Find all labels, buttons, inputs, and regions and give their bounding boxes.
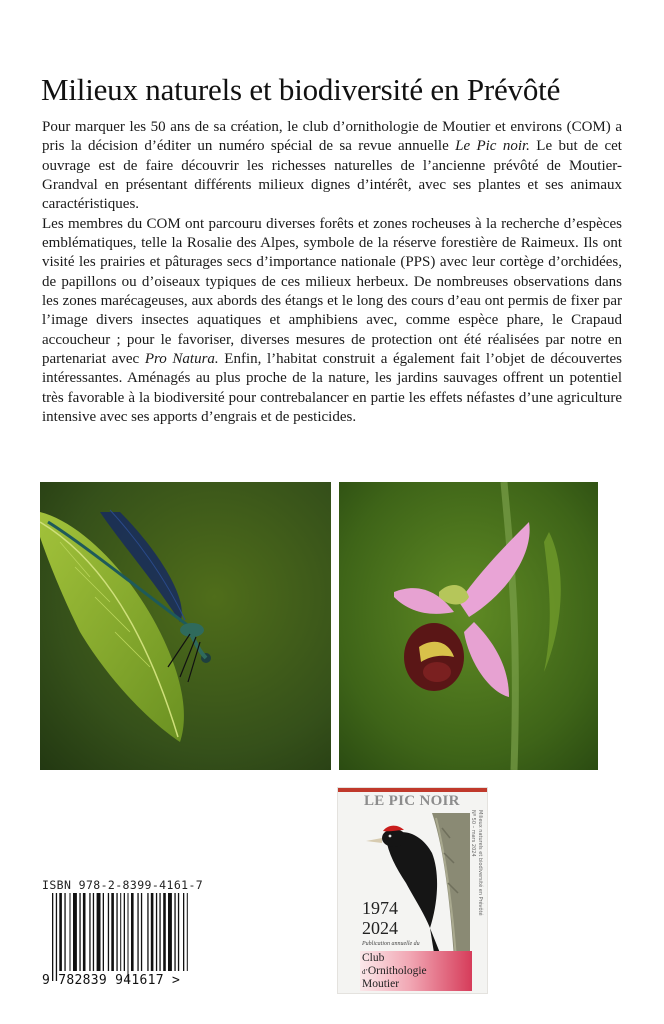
barcode-bar [52,893,53,981]
page-title: Milieux naturels et biodiversité en Prévôté [41,72,561,107]
barcode-bar [103,893,104,971]
publication-line: Publication annuelle du [362,941,420,947]
barcode-bar [64,893,65,971]
barcode-bar [163,893,166,971]
barcode-bar [111,893,114,971]
barcode-bar [97,893,101,971]
barcode-bar [168,893,172,971]
barcode-bar [120,893,121,971]
magazine-title: LE PIC NOIR [364,793,460,809]
barcode-bar [141,893,142,971]
barcode-bar [137,893,138,971]
barcode-bar [79,893,80,971]
barcode-bar [83,893,86,971]
year-end: 2024 [362,918,398,938]
magazine-cover [338,788,487,993]
cover-accent-bar [338,788,487,792]
barcode-bar [156,893,157,971]
anniversary-years [362,898,398,938]
barcode-bar [73,893,77,971]
club-line-2: d’Ornithologie [362,964,427,977]
issue-line: Nº 50 – mars 2024 [470,810,476,857]
barcode-bar [183,893,184,971]
ean-digits: 9 782839 941617 > [42,973,181,988]
year-start: 1974 [362,898,398,918]
orchid-photo [339,482,598,770]
barcode-bar [116,893,117,971]
barcode-bar [89,893,90,971]
barcode-bar [187,893,188,971]
barcode-bar [108,893,109,971]
description-text [42,118,622,428]
barcode-bar [128,893,129,981]
paragraph-2: Les membres du COM ont parcouru diverses forêts et zones rocheuses à la recherche d’espèces emblématiques, telle la Rosalie des Alpes, symbole de la réserve forestière de Raimeux. Ils ont visité les prairies et pâturages secs d’importance nationale (PPS) avec leur cortège d’orchidées, de papillons ou d’oiseaux typiques de ces milieux herbeux. De nombreuses observations dans les zones marécageuses, aux abords des étangs et le long des cours d’eau ont permis de fixer par l’image divers insectes aquatiques et amphibiens avec, comme espèce phare, le Crapaud accoucheur ; pour le favoriser, diverses mesures de protection ont été réalisées par notre en partenariat avec Pro Natura. Enfin, l’habitat construit a également fait l’objet de découvertes intéressantes. Aménagés au plus proche de la nature, les jardins sauvages offrent un potentiel très favorable à la biodiversité pour contrebalancer en partie les effets néfastes d’une agriculture intensive avec ses apports d’engrais et de pesticides. [42,215,622,426]
barcode-bar [59,893,62,971]
paragraph-1: Pour marquer les 50 ans de sa création, le club d’ornithologie de Moutier et environs (COM) a pris la décision d’éditer un numéro spécial de sa revue annuelle Le Pic noir. Le but de cet ouvrage est de faire découvrir les richesses naturelles de l’ancienne prévôté de Moutier-Grandval en présentant différents milieux dignes d’intérêt, avec ses plantes et ses animaux caractéristiques. [42,119,622,213]
barcode-bar [151,893,154,971]
club-name [362,952,427,991]
damselfly-photo [40,482,331,770]
barcode-bar [131,893,134,971]
barcode-bar [159,893,160,971]
club-line-1: Club [362,952,385,964]
cover-subtitle-vertical: Milieux naturels et biodiversité en Prévôté [477,810,483,916]
barcode-bar [178,893,179,971]
barcode-bar [93,893,94,971]
barcode-bar [124,893,125,971]
club-line-3: Moutier [362,978,400,990]
barcode-bar [70,893,71,971]
barcode-bar [147,893,148,971]
isbn-label: ISBN 978-2-8399-4161-7 [42,878,204,892]
barcode-bar [56,893,57,981]
barcode-bar [174,893,175,971]
